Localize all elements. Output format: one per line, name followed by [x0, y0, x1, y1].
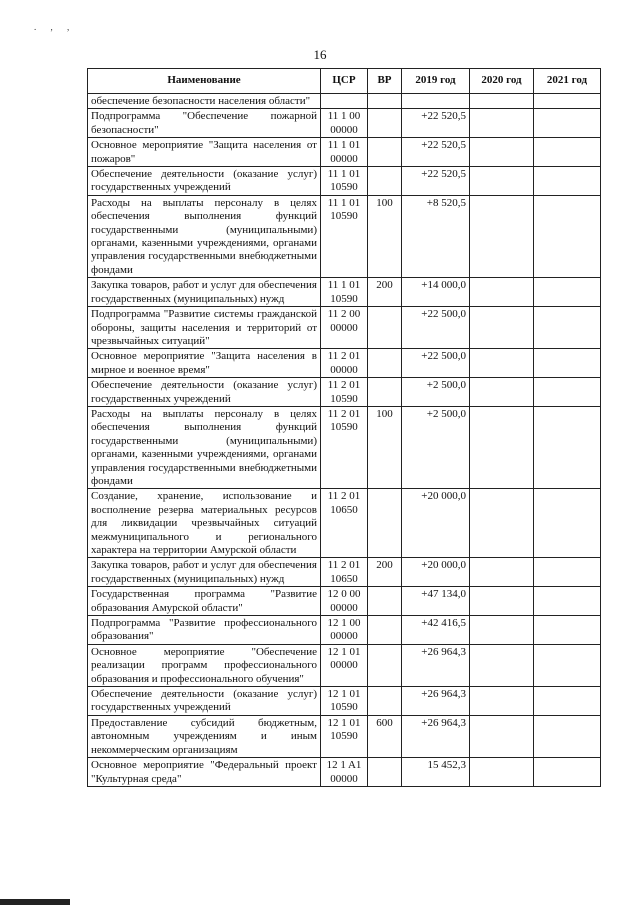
table-row	[88, 109, 601, 138]
row-2021	[534, 587, 601, 616]
row-name: Предоставление субсидий бюджетным, автономным учреждениям и иным некоммерческим организациям	[88, 715, 321, 757]
row-2021	[534, 307, 601, 349]
row-2020	[470, 349, 534, 378]
table-row	[88, 278, 601, 307]
row-name: Создание, хранение, использование и восполнение резерва материальных ресурсов для ликвидации чрезвычайных ситуаций межмуниципального и регионального характера на территории Амурской области	[88, 489, 321, 558]
row-name: Закупка товаров, работ и услуг для обеспечения государственных (муниципальных) нужд	[88, 278, 321, 307]
row-2020	[470, 109, 534, 138]
row-2020	[470, 195, 534, 277]
row-2020	[470, 138, 534, 167]
table-row	[88, 715, 601, 757]
row-csr: 12 1 00 00000	[321, 616, 368, 645]
row-2021	[534, 644, 601, 686]
row-csr: 11 2 01 10650	[321, 558, 368, 587]
row-vr: 100	[368, 195, 402, 277]
row-2020	[470, 558, 534, 587]
row-2019: +22 500,0	[402, 307, 470, 349]
row-2021	[534, 616, 601, 645]
row-csr: 12 1 01 10590	[321, 687, 368, 716]
table-row	[88, 307, 601, 349]
row-2020	[470, 378, 534, 407]
row-name: Основное мероприятие "Обеспечение реализации программ профессионального образования и профессионального обучения"	[88, 644, 321, 686]
row-csr: 11 1 01 00000	[321, 138, 368, 167]
row-vr	[368, 109, 402, 138]
table-row	[88, 349, 601, 378]
row-2020	[470, 278, 534, 307]
row-2021	[534, 278, 601, 307]
row-csr: 11 2 01 10650	[321, 489, 368, 558]
row-csr	[321, 94, 368, 109]
row-name: Закупка товаров, работ и услуг для обеспечения государственных (муниципальных) нужд	[88, 558, 321, 587]
table-row	[88, 587, 601, 616]
row-2019: +14 000,0	[402, 278, 470, 307]
row-csr: 12 0 00 00000	[321, 587, 368, 616]
scan-marks: . , ,	[34, 22, 76, 32]
row-csr: 12 1 01 00000	[321, 644, 368, 686]
row-2019: +26 964,3	[402, 715, 470, 757]
row-vr	[368, 138, 402, 167]
table-header-row	[88, 69, 601, 94]
row-name: Подпрограмма "Развитие системы гражданской обороны, защиты населения и территорий от чрезвычайных ситуаций"	[88, 307, 321, 349]
row-2021	[534, 195, 601, 277]
row-2019: +22 520,5	[402, 138, 470, 167]
table-row	[88, 644, 601, 686]
row-2020	[470, 616, 534, 645]
row-2019: +42 416,5	[402, 616, 470, 645]
row-2021	[534, 687, 601, 716]
row-2019: +2 500,0	[402, 406, 470, 488]
row-name: Основное мероприятие "Защита населения от пожаров"	[88, 138, 321, 167]
row-csr: 11 2 01 10590	[321, 406, 368, 488]
row-2019: +8 520,5	[402, 195, 470, 277]
row-name: Подпрограмма "Обеспечение пожарной безопасности"	[88, 109, 321, 138]
row-2021	[534, 758, 601, 787]
row-2020	[470, 587, 534, 616]
header-2021: 2021 год	[534, 69, 601, 94]
table-row	[88, 167, 601, 196]
row-2019	[402, 94, 470, 109]
budget-table	[87, 68, 601, 787]
row-vr: 200	[368, 278, 402, 307]
row-2020	[470, 307, 534, 349]
scan-edge-mark	[0, 899, 70, 905]
row-2019: +20 000,0	[402, 489, 470, 558]
row-2020	[470, 715, 534, 757]
row-name: Государственная программа "Развитие образования Амурской области"	[88, 587, 321, 616]
table-row	[88, 758, 601, 787]
row-2020	[470, 489, 534, 558]
row-2021	[534, 109, 601, 138]
row-vr	[368, 378, 402, 407]
row-name: Расходы на выплаты персоналу в целях обеспечения выполнения функций государственными (муниципальными) органами, казенными учреждениями, органами управления государственными внебюджетными фондами	[88, 406, 321, 488]
header-csr: ЦСР	[321, 69, 368, 94]
row-2019: +22 520,5	[402, 109, 470, 138]
row-name: обеспечение безопасности населения области"	[88, 94, 321, 109]
row-csr: 11 1 01 10590	[321, 167, 368, 196]
table-row	[88, 489, 601, 558]
row-2019: +26 964,3	[402, 687, 470, 716]
row-2021	[534, 558, 601, 587]
row-2021	[534, 489, 601, 558]
row-csr: 12 1 01 10590	[321, 715, 368, 757]
row-name: Обеспечение деятельности (оказание услуг) государственных учреждений	[88, 378, 321, 407]
row-2021	[534, 94, 601, 109]
row-csr: 12 1 A1 00000	[321, 758, 368, 787]
row-name: Подпрограмма "Развитие профессионального образования"	[88, 616, 321, 645]
header-2019: 2019 год	[402, 69, 470, 94]
row-csr: 11 1 01 10590	[321, 278, 368, 307]
row-vr: 100	[368, 406, 402, 488]
row-2019: +2 500,0	[402, 378, 470, 407]
row-2020	[470, 687, 534, 716]
row-vr: 600	[368, 715, 402, 757]
table-row	[88, 94, 601, 109]
row-2021	[534, 349, 601, 378]
table-row	[88, 138, 601, 167]
row-csr: 11 2 01 10590	[321, 378, 368, 407]
row-2019: +26 964,3	[402, 644, 470, 686]
row-csr: 11 1 01 10590	[321, 195, 368, 277]
row-2020	[470, 644, 534, 686]
row-name: Расходы на выплаты персоналу в целях обеспечения выполнения функций государственными (муниципальными) органами, казенными учреждениями, органами управления государственными внебюджетными фондами	[88, 195, 321, 277]
row-2019: +20 000,0	[402, 558, 470, 587]
row-2021	[534, 378, 601, 407]
row-vr	[368, 644, 402, 686]
table-row	[88, 406, 601, 488]
row-csr: 11 1 00 00000	[321, 109, 368, 138]
row-vr	[368, 489, 402, 558]
row-vr	[368, 349, 402, 378]
row-name: Обеспечение деятельности (оказание услуг) государственных учреждений	[88, 167, 321, 196]
header-name: Наименование	[88, 69, 321, 94]
row-name: Обеспечение деятельности (оказание услуг) государственных учреждений	[88, 687, 321, 716]
row-2019: +47 134,0	[402, 587, 470, 616]
row-2020	[470, 94, 534, 109]
table-row	[88, 687, 601, 716]
row-name: Основное мероприятие "Защита населения в мирное и военное время"	[88, 349, 321, 378]
table-row	[88, 195, 601, 277]
row-vr	[368, 167, 402, 196]
row-name: Основное мероприятие "Федеральный проект "Культурная среда"	[88, 758, 321, 787]
row-vr	[368, 307, 402, 349]
page-number: 16	[313, 47, 327, 62]
row-2020	[470, 167, 534, 196]
row-vr	[368, 687, 402, 716]
table-row	[88, 558, 601, 587]
row-2021	[534, 406, 601, 488]
row-2021	[534, 138, 601, 167]
table-row	[88, 616, 601, 645]
row-2020	[470, 406, 534, 488]
row-vr	[368, 587, 402, 616]
row-2019: +22 520,5	[402, 167, 470, 196]
table-row	[88, 378, 601, 407]
row-vr	[368, 616, 402, 645]
header-vr: ВР	[368, 69, 402, 94]
row-csr: 11 2 01 00000	[321, 349, 368, 378]
row-2020	[470, 758, 534, 787]
row-vr	[368, 758, 402, 787]
row-vr	[368, 94, 402, 109]
row-2021	[534, 715, 601, 757]
row-vr: 200	[368, 558, 402, 587]
header-2020: 2020 год	[470, 69, 534, 94]
row-2019: +22 500,0	[402, 349, 470, 378]
row-2021	[534, 167, 601, 196]
row-csr: 11 2 00 00000	[321, 307, 368, 349]
row-2019: 15 452,3	[402, 758, 470, 787]
